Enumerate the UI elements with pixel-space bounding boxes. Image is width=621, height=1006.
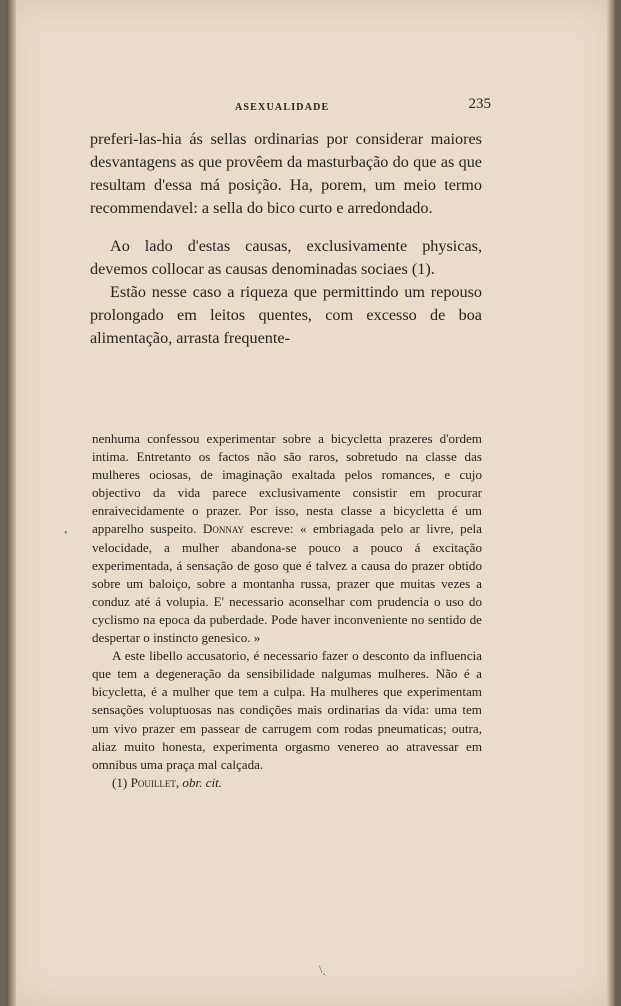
stray-ink-mark: \ˎ [319,962,327,976]
footnote-work: obr. cit. [182,774,223,790]
margin-mark: • [64,528,68,539]
book-page [6,0,615,1006]
footnote [92,774,482,792]
main-text [90,128,482,350]
note-paragraph-1-start: nenhuma confessou experimentar sobre a bicycletta prazeres d'ordem intima. Entretanto os factos não são raros, sobretudo na classe das mulheres ociosas, de imaginação exaltada pelos romances, e cujo objectivo da vida parece exclusivamente consistir em procurar enraivecidamente o prazer. Por isso, nesta classe a bicycletta é um apparelho suspeito. [92,431,482,537]
running-head: ASEXUALIDADE [235,102,330,113]
notes-block [92,430,482,792]
note-paragraph-2: A este libello accusatorio, é necessario fazer o desconto da influencia que tem a degeneração da sensibilidade nalgumas mulheres. Não é a bicycletta, é a mulher que tem a culpa. Ha mulheres que experimentam sensações voluptuosas nas condições mais ordinarias da vida: uma tem um vivo prazer em passear de carrugem com rodas pneumaticas; outra, aliaz muito honesta, experimenta orgasmo venereo ao atravessar em omnibus uma praça mal calçada. [92,648,482,772]
page-right-edge [607,0,615,1006]
page-number: 235 [468,96,491,112]
body-paragraph-2: Ao lado d'estas causas, exclusivamente physicas, devemos collocar as causas denominadas sociaes (1). [90,237,482,278]
page-header [85,96,491,118]
body-paragraph-3: Estão nesse caso a riqueza que permittindo um repouso prolongado em leitos quentes, com excesso de boa alimentação, arrasta frequente- [90,283,482,347]
cited-author: Donnay [202,521,245,537]
note-paragraph-1 [92,430,482,647]
body-paragraph-1: preferi-las-hia ás sellas ordinarias por considerar maiores desvantagens as que provêem da masturbação do que as que resultam d'essa má posição. Ha, porem, um meio termo recommendavel: a sella do bico curto e arredondado. [90,130,482,217]
note-paragraph-1-end: escreve: « embriagada pelo ar livre, pela velocidade, a mulher abandona-se pouco a pouco á excitação experimentada, á sensação de goso que é talvez a causa do prazer obtido sobre um baloiço, sobre a montanha russa, prazer que muitas vezes a conduz até á volupia. E' necessario aconselhar com prudencia o uso do cyclismo na epoca da puberdade. Pode haver inconveniente no sentido de despertar o instincto genesico. » [92,521,482,646]
paragraph-gap [90,220,482,235]
page-left-edge [6,0,16,1006]
footnote-author: Pouillet, [130,774,180,790]
footnote-marker: (1) [112,774,128,790]
